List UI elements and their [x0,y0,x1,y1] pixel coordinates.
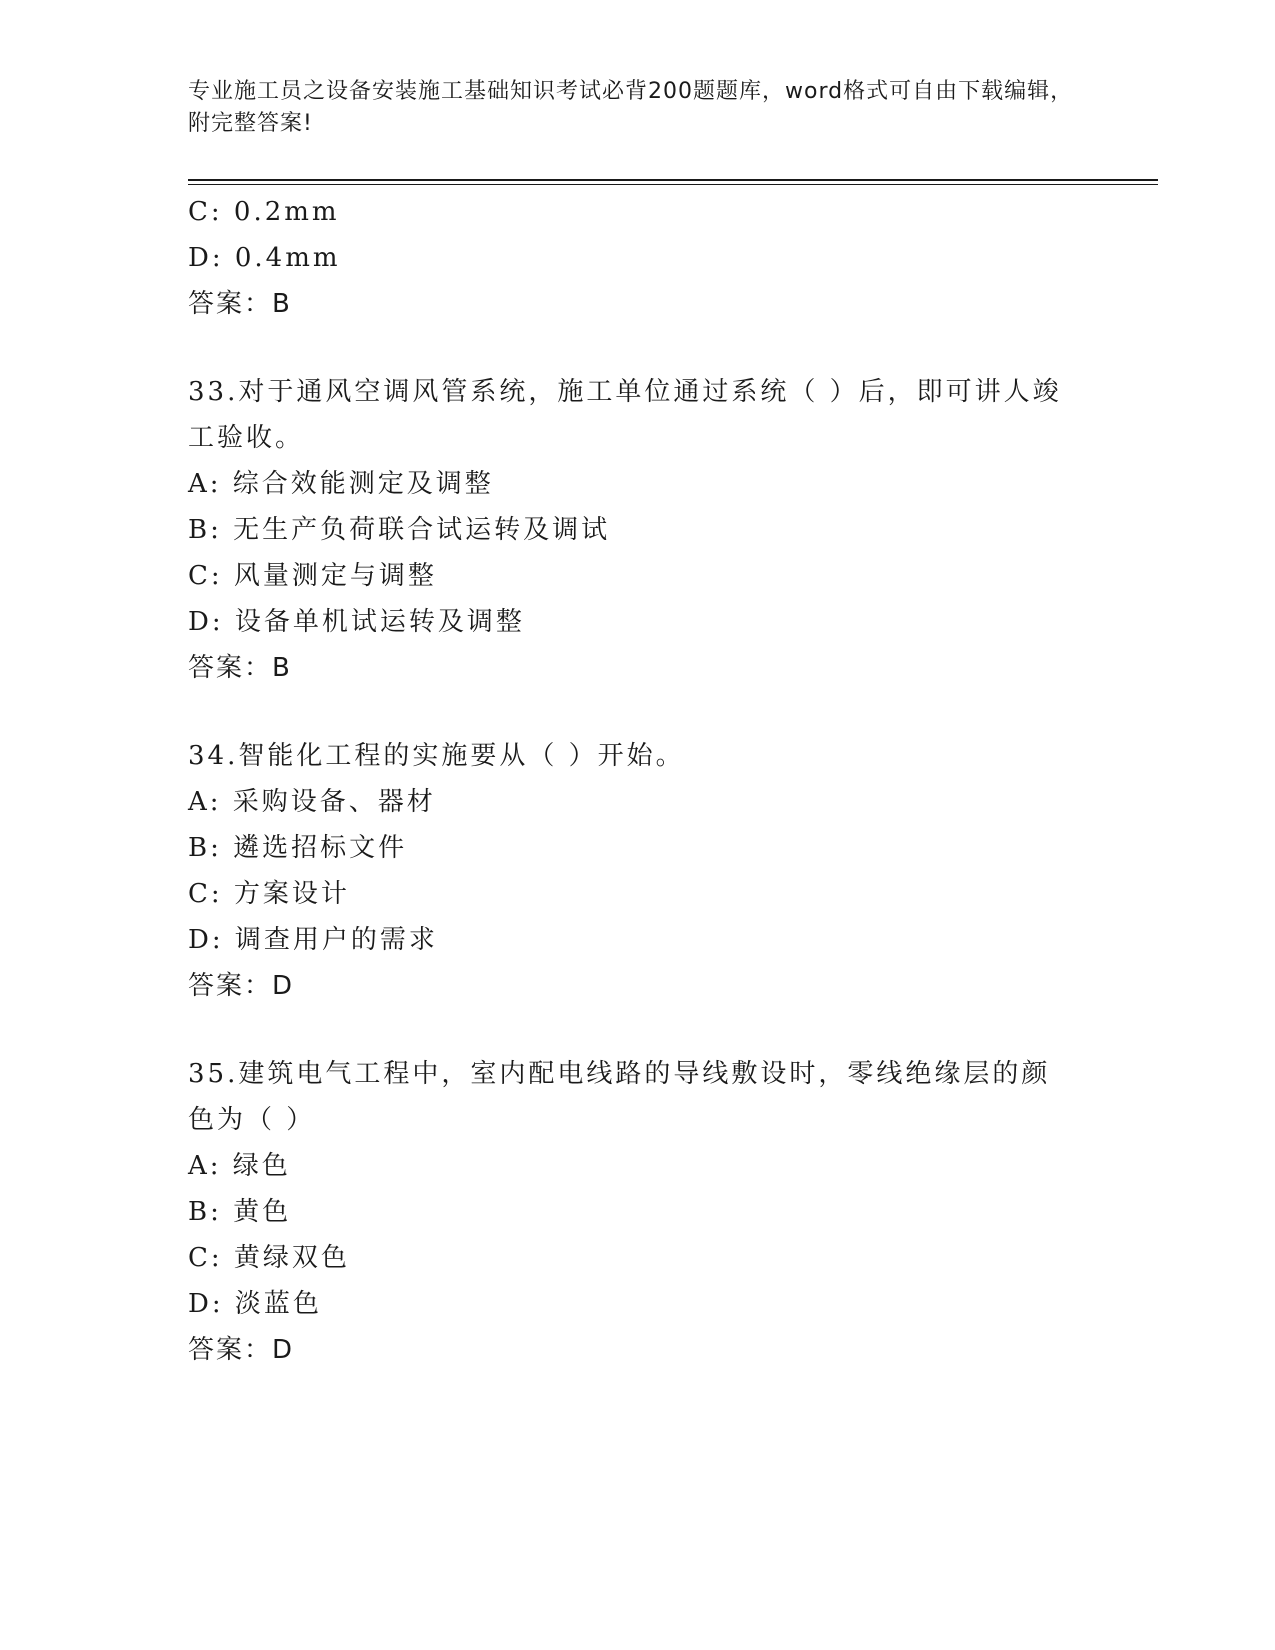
question-stem: 35.建筑电气工程中，室内配电线路的导线敷设时，零线绝缘层的颜色为（ ） [188,1059,1051,1135]
spacer [188,691,1088,733]
question-34 [188,733,1088,1009]
question-35 [188,1051,1088,1373]
option-c: C: 黄绿双色 [188,1243,350,1273]
option-c: C: 风量测定与调整 [188,561,437,591]
question-33 [188,369,1088,691]
answer-line: 答案：B [188,653,292,683]
option-a: A: 采购设备、器材 [188,787,436,817]
option-d: D: 设备单机试运转及调整 [188,607,525,637]
header-rule-thick [188,179,1158,181]
answer-line: 答案：D [188,971,295,1001]
question-stem: 33.对于通风空调风管系统，施工单位通过系统（ ）后，即可讲人竣工验收。 [188,377,1062,453]
option-a: A: 综合效能测定及调整 [188,469,494,499]
question-stem: 34.智能化工程的实施要从（ ）开始。 [188,741,685,771]
option-d: D: 调查用户的需求 [188,925,438,955]
option-d: D: 0.4mm [188,243,341,273]
option-d: D: 淡蓝色 [188,1289,322,1319]
spacer [188,327,1088,369]
header-rule-thin [188,184,1158,185]
answer-line: 答案：B [188,289,292,319]
option-b: B: 遴选招标文件 [188,833,408,863]
spacer [188,1009,1088,1051]
question-list [188,189,1088,1373]
option-c: C: 方案设计 [188,879,350,909]
document-header-title: 专业施工员之设备安装施工基础知识考试必背200题题库，word格式可自由下载编辑，附完整答案! [188,79,1074,136]
previous-question-tail [188,189,1088,327]
option-c: C: 0.2mm [188,197,340,227]
answer-line: 答案：D [188,1335,295,1365]
option-b: B: 黄色 [188,1197,292,1227]
option-a: A: 绿色 [188,1151,291,1181]
option-b: B: 无生产负荷联合试运转及调试 [188,515,611,545]
